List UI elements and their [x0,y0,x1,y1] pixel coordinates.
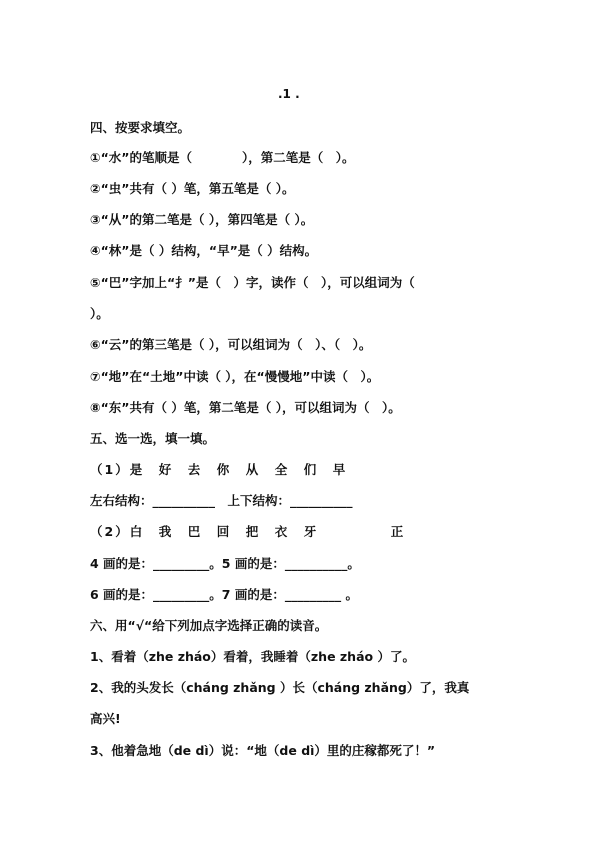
stroke-fill-line: 4 画的是：_________。5 画的是：__________。 [90,556,360,571]
character-group-1: （1）是 好 去 你 从 全 们 早 [90,462,348,477]
question-line: ①“水”的笔顺是（ ），第二笔是（ ）。 [90,150,355,165]
stroke-fill-line: 6 画的是：_________。7 画的是：_________ 。 [90,587,358,602]
pronunciation-line: 2、我的头发长（cháng zhǎng ）长（cháng zhǎng）了，我真 [90,680,470,695]
pronunciation-line: 1、看着（zhe zháo）看着，我睡着（zhe zháo ）了。 [90,649,415,664]
question-line: ⑥“云”的第三笔是（ ），可以组词为（ ）、（ ）。 [90,337,372,352]
section-5-heading: 五、选一选，填一填。 [90,431,216,446]
structure-fill-line: 左右结构：__________ 上下结构：__________ [90,493,353,508]
question-line-continuation: ）。 [90,306,109,321]
pronunciation-line-continuation: 高兴! [90,711,121,726]
question-line: ⑦“地”在“土地”中读（ ），在“慢慢地”中读（ ）。 [90,369,380,384]
question-line: ②“虫”共有（ ）笔，第五笔是（ ）。 [90,181,295,196]
question-line: ⑤“巴”字加上“扌”是（ ）字，读作（ ），可以组词为（ [90,275,415,290]
pronunciation-line: 3、他着急地（de dì）说：“地（de dì）里的庄稼都死了！” [90,743,436,758]
page-number: .1 . [278,87,300,101]
question-line: ④“林”是（ ）结构，“早”是（ ）结构。 [90,243,318,258]
character-group-2: （2）白 我 巴 回 把 衣 牙 正 [90,524,406,539]
question-line: ③“从”的第二笔是（ ），第四笔是（ ）。 [90,212,314,227]
section-4-heading: 四、按要求填空。 [90,120,191,135]
question-line: ⑧“东”共有（ ）笔，第二笔是（ ），可以组词为（ ）。 [90,400,401,415]
section-6-heading: 六、用“√“给下列加点字选择正确的读音。 [90,618,328,633]
